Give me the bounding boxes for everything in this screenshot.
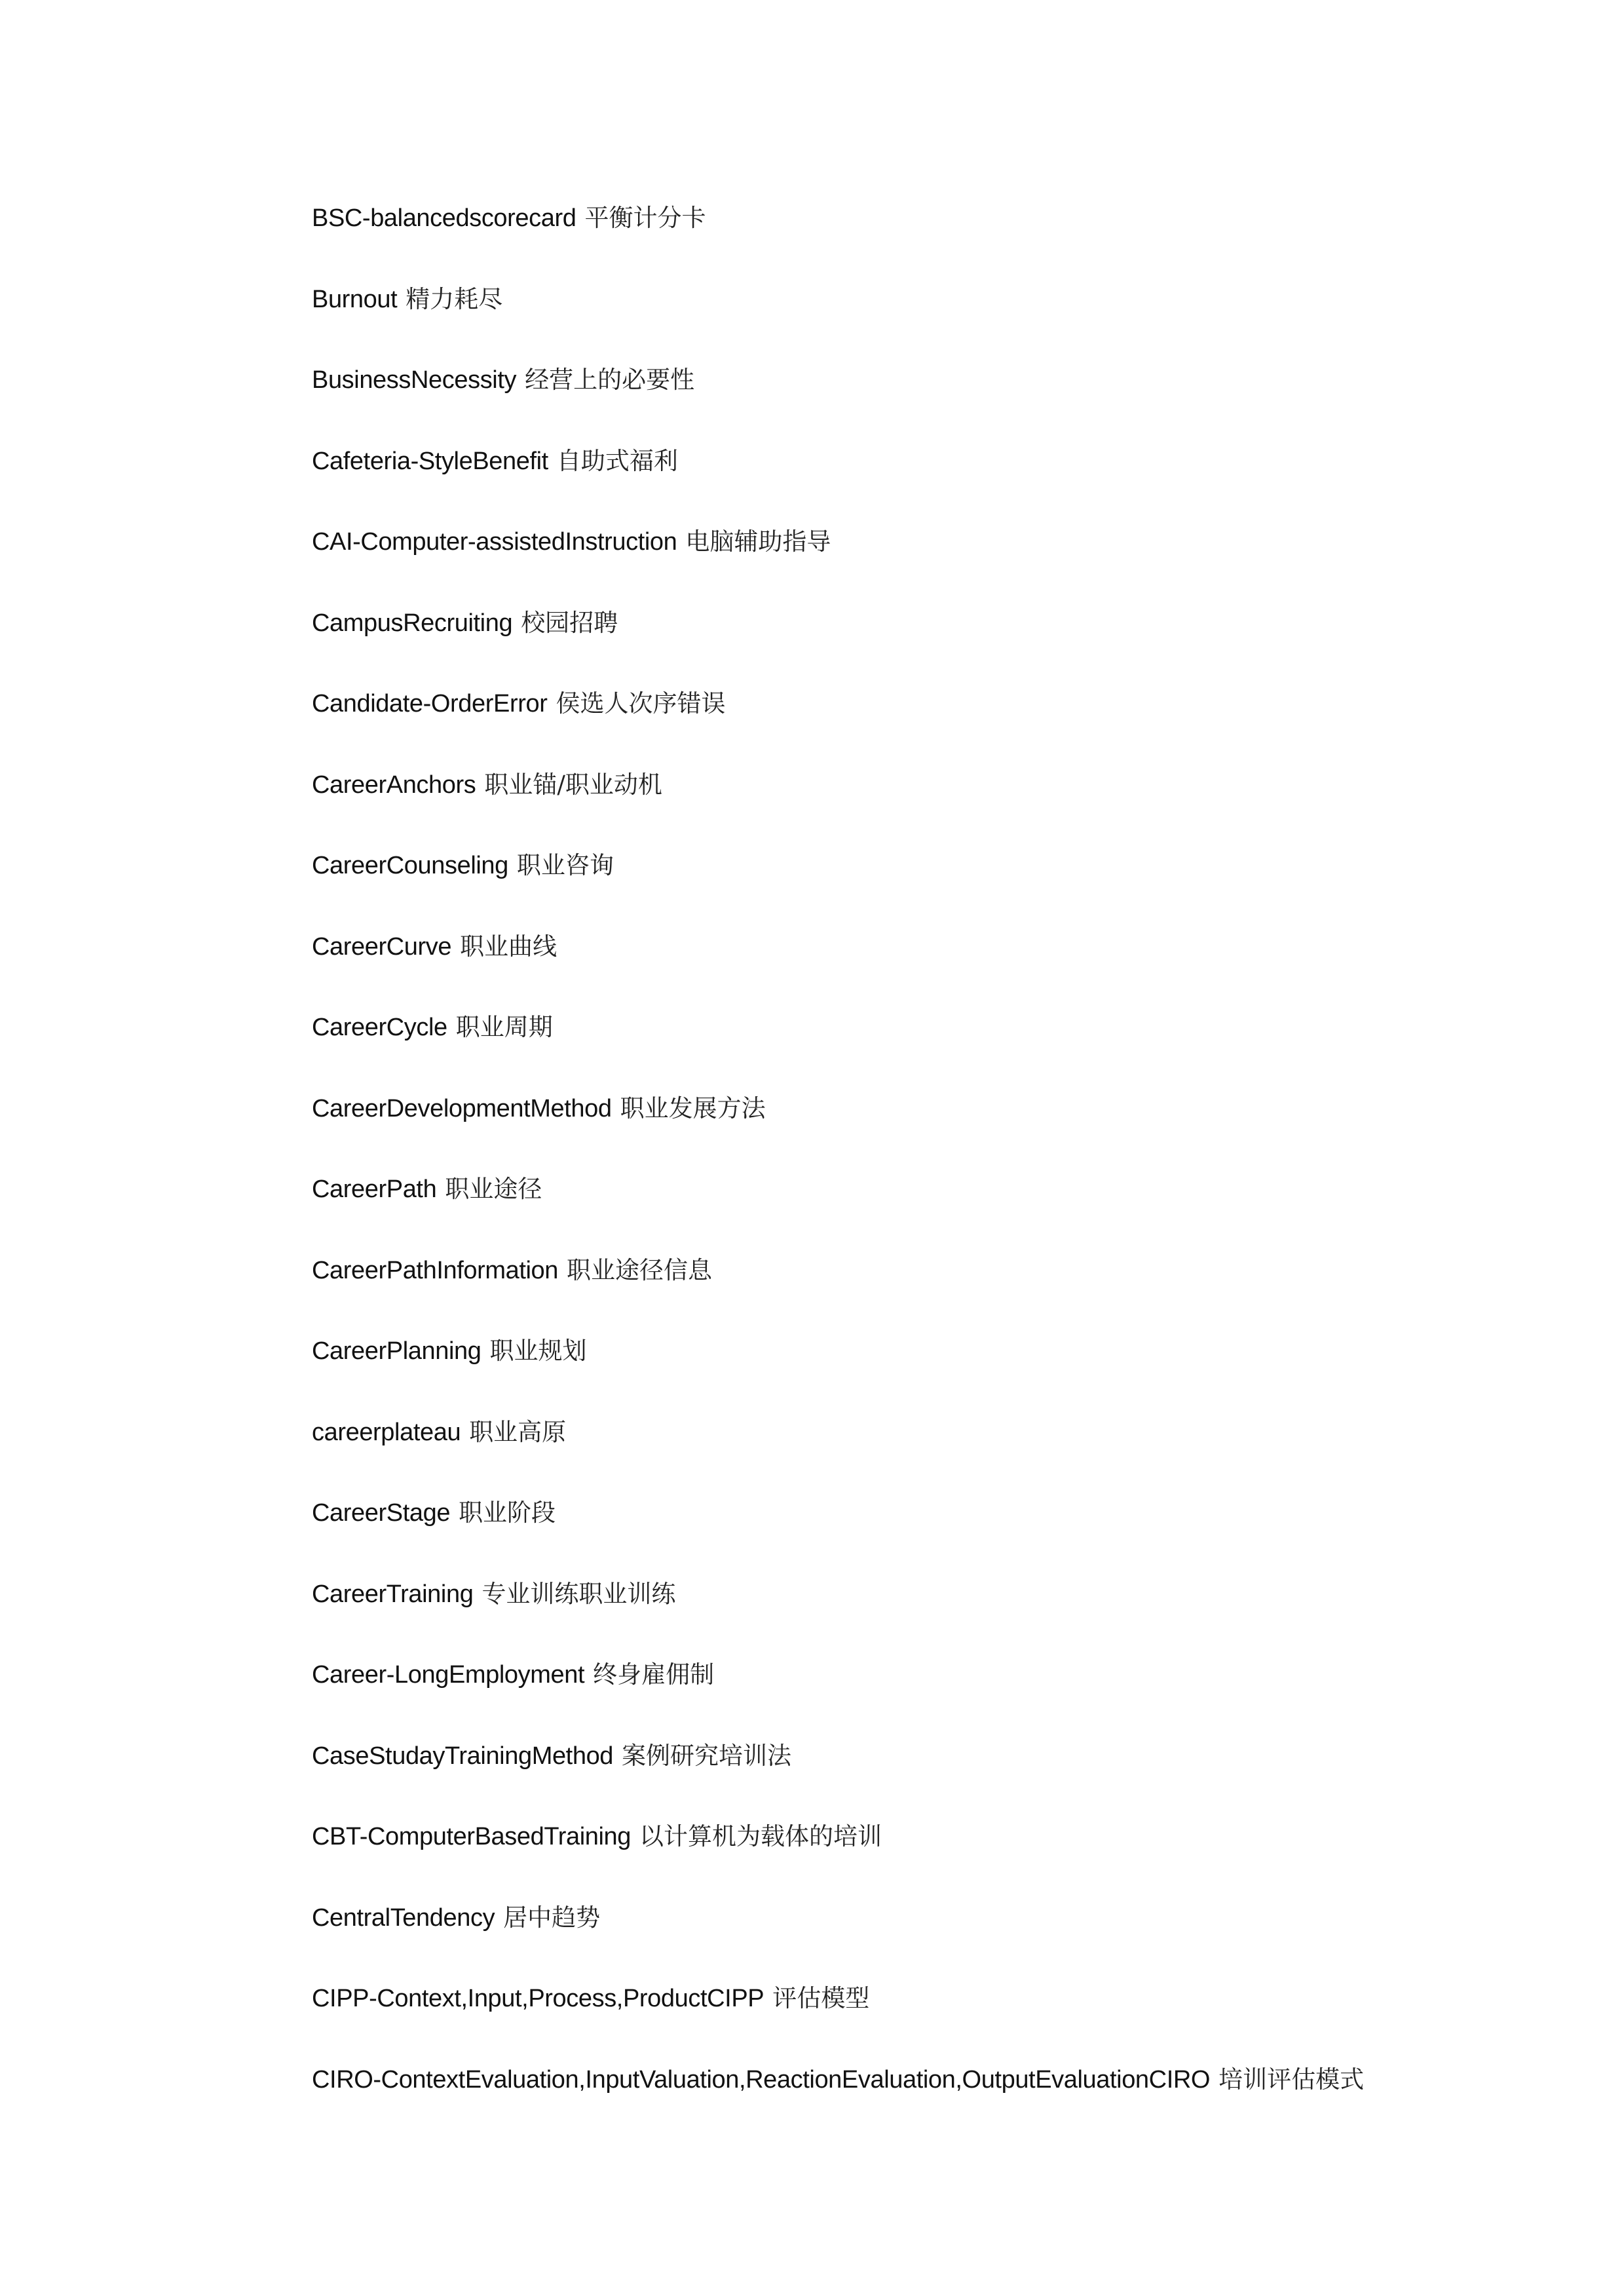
glossary-translation: 经营上的必要性 (525, 366, 695, 394)
glossary-translation: 精力耗尽 (406, 284, 503, 313)
glossary-translation: 职业高原 (469, 1417, 567, 1446)
glossary-entry (312, 1656, 1557, 1738)
glossary-term: careerplateau (312, 1418, 461, 1446)
glossary-translation: 职业发展方法 (620, 1094, 766, 1122)
glossary-translation: 职业锚/职业动机 (484, 770, 662, 799)
glossary-entry (312, 362, 1557, 443)
glossary-term: Cafeteria-StyleBenefit (312, 447, 548, 475)
glossary-entry (312, 928, 1557, 1010)
glossary-entry (312, 767, 1557, 848)
glossary-term: CareerDevelopmentMethod (312, 1094, 612, 1122)
glossary-term: CareerCycle (312, 1014, 447, 1041)
glossary-translation: 职业阶段 (459, 1499, 556, 1527)
glossary-translation: 职业途径 (445, 1175, 542, 1203)
glossary-term: CareerStage (312, 1499, 451, 1527)
glossary-term: BSC-balancedscorecard (312, 204, 576, 232)
glossary-translation: 居中趋势 (503, 1903, 601, 1932)
glossary-term: CentralTendency (312, 1904, 495, 1932)
glossary-entry (312, 685, 1557, 767)
glossary-term: Candidate-OrderError (312, 690, 548, 718)
glossary-term: CareerPathInformation (312, 1256, 559, 1284)
glossary-translation: 侯选人次序错误 (556, 689, 726, 718)
glossary-entry (312, 1090, 1557, 1172)
glossary-translation: 职业途径信息 (567, 1255, 713, 1284)
glossary-entry (312, 1252, 1557, 1333)
glossary-entry (312, 847, 1557, 928)
glossary-entry (312, 1738, 1557, 1819)
glossary-entry (312, 1980, 1557, 2061)
glossary-entry (312, 1818, 1557, 1900)
glossary-list (312, 200, 1557, 2142)
glossary-translation: 自助式福利 (556, 446, 678, 475)
glossary-entry (312, 200, 1557, 281)
glossary-term: Burnout (312, 285, 398, 313)
glossary-entry (312, 281, 1557, 362)
glossary-translation: 职业咨询 (516, 851, 614, 879)
glossary-term: CareerAnchors (312, 771, 476, 799)
glossary-translation: 评估模型 (772, 1984, 870, 2012)
glossary-entry (312, 1576, 1557, 1657)
glossary-entry (312, 605, 1557, 686)
glossary-translation: 职业周期 (455, 1013, 553, 1041)
glossary-term: CareerPlanning (312, 1337, 482, 1365)
glossary-translation: 职业规划 (489, 1337, 587, 1365)
glossary-term: CIPP-Context,Input,Process,ProductCIPP (312, 1985, 765, 2012)
glossary-term: CIRO-ContextEvaluation,InputValuation,ReactionEvaluation,OutputEvaluationCIRO (312, 2065, 1211, 2094)
glossary-entry (312, 1009, 1557, 1090)
glossary-entry (312, 524, 1557, 605)
glossary-entry (312, 1171, 1557, 1252)
glossary-translation: 校园招聘 (521, 608, 618, 637)
glossary-term: BusinessNecessity (312, 366, 517, 394)
glossary-entry (312, 2061, 1557, 2143)
glossary-translation: 以计算机为载体的培训 (639, 1822, 882, 1850)
glossary-entry (312, 443, 1557, 524)
glossary-entry (312, 1495, 1557, 1576)
glossary-term: CaseStudayTrainingMethod (312, 1742, 614, 1770)
glossary-translation: 终身雇佣制 (593, 1660, 715, 1689)
glossary-term: CampusRecruiting (312, 609, 513, 637)
glossary-term: Career-LongEmployment (312, 1661, 585, 1689)
glossary-term: CAI-Computer-assistedInstruction (312, 528, 677, 556)
glossary-entry (312, 1414, 1557, 1495)
glossary-entry (312, 1900, 1557, 1981)
glossary-translation: 案例研究培训法 (622, 1741, 792, 1770)
glossary-translation: 培训评估模式 (1218, 2065, 1365, 2094)
glossary-translation: 职业曲线 (460, 932, 557, 961)
glossary-translation: 平衡计分卡 (584, 204, 706, 232)
glossary-term: CBT-ComputerBasedTraining (312, 1823, 632, 1850)
glossary-translation: 电脑辅助指导 (685, 527, 831, 556)
glossary-translation: 专业训练职业训练 (482, 1579, 676, 1608)
glossary-entry (312, 1333, 1557, 1414)
glossary-term: CareerPath (312, 1176, 437, 1203)
glossary-term: CareerTraining (312, 1580, 474, 1608)
glossary-term: CareerCounseling (312, 852, 508, 879)
glossary-term: CareerCurve (312, 932, 452, 961)
